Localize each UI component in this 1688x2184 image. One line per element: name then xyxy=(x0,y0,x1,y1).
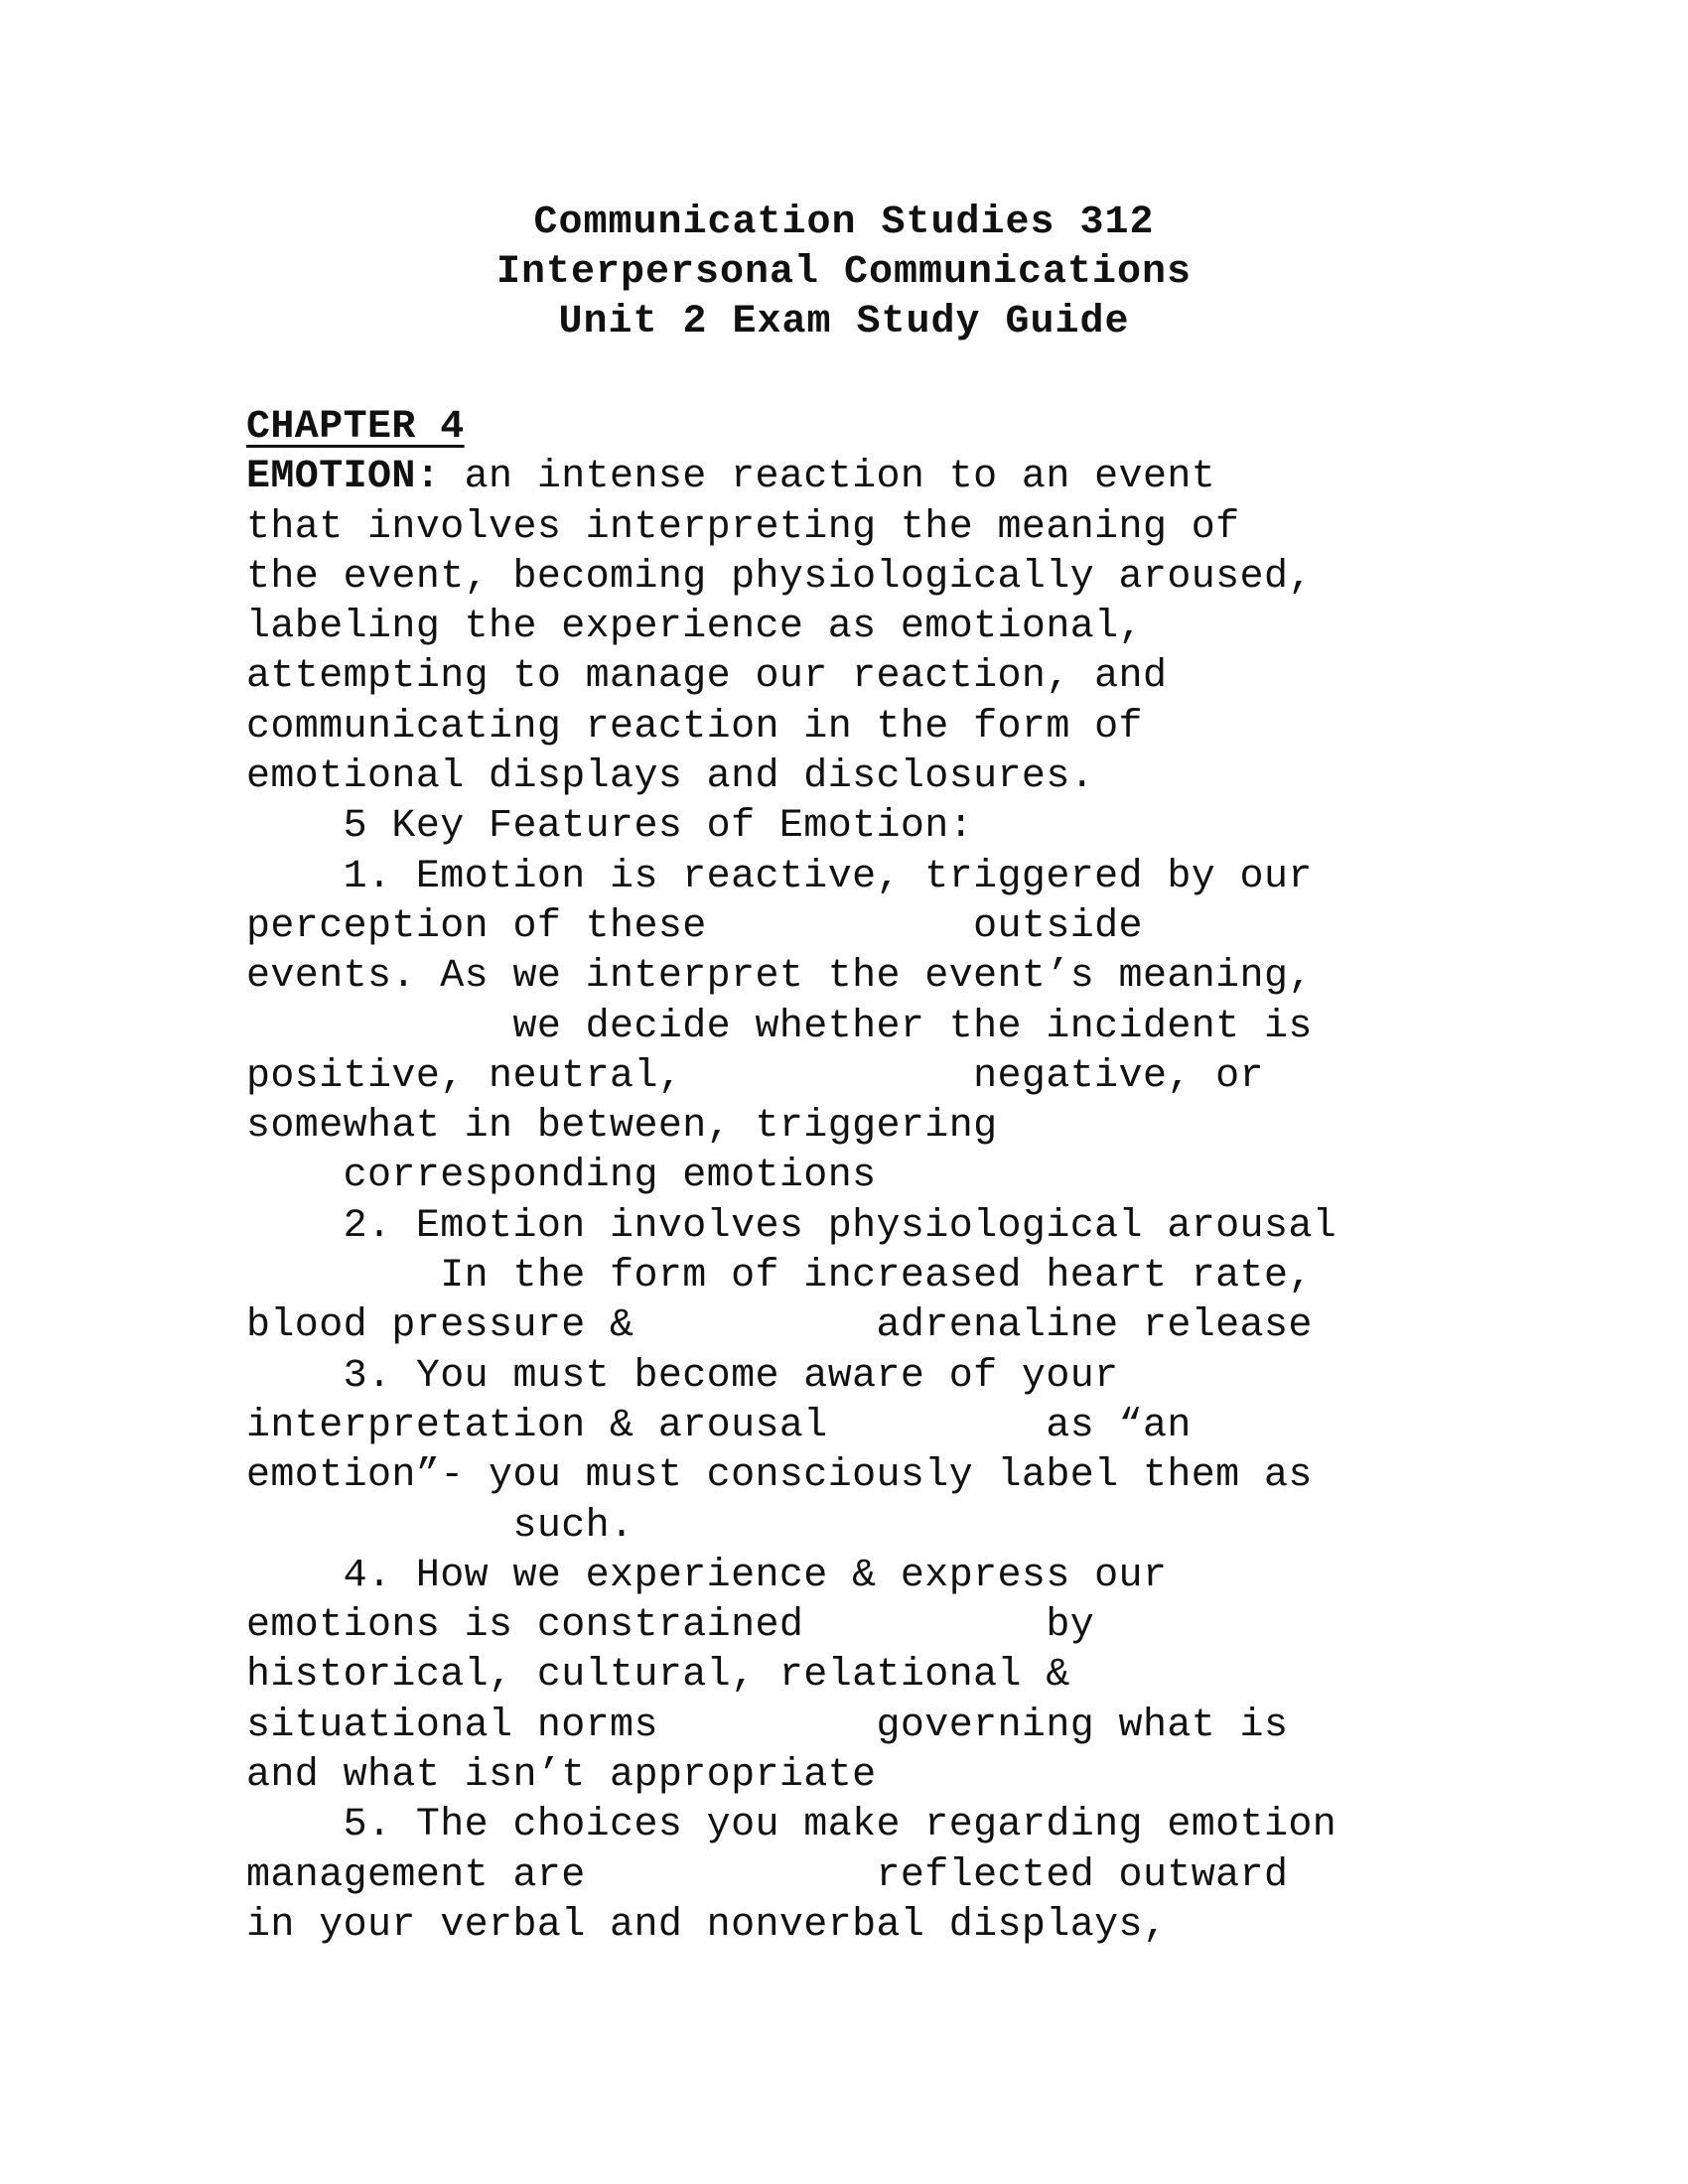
feature-line: emotion”- you must consciously label them as xyxy=(246,1453,1313,1499)
definition-text: an intense reaction to an event xyxy=(440,455,1216,500)
definition-line: emotional displays and disclosures. xyxy=(246,754,1095,800)
feature-line: we decide whether the incident is xyxy=(246,1004,1313,1049)
definition-term: EMOTION: xyxy=(246,455,441,500)
chapter-body xyxy=(246,403,1537,1951)
feature-line: blood pressure & adrenaline release xyxy=(246,1303,1313,1349)
definition-line: the event, becoming physiologically aroused, xyxy=(246,554,1313,600)
feature-line: In the form of increased heart rate, xyxy=(246,1254,1313,1299)
feature-line: in your verbal and nonverbal displays, xyxy=(246,1902,1168,1948)
feature-line: interpretation & arousal as “an xyxy=(246,1403,1192,1448)
feature-line: corresponding emotions xyxy=(246,1154,877,1199)
feature-line: perception of these outside xyxy=(246,903,1143,949)
definition-line: communicating reaction in the form of xyxy=(246,704,1143,750)
feature-line: management are reflected outward xyxy=(246,1852,1289,1898)
document-title-block xyxy=(0,199,1688,347)
feature-line: 4. How we experience & express our xyxy=(246,1553,1168,1598)
feature-line: historical, cultural, relational & xyxy=(246,1653,1070,1699)
feature-line: 3. You must become aware of your xyxy=(246,1353,1119,1399)
feature-line: and what isn’t appropriate xyxy=(246,1753,877,1799)
feature-line: situational norms governing what is xyxy=(246,1703,1289,1748)
feature-line: events. As we interpret the event’s meaning, xyxy=(246,954,1313,1000)
feature-line: positive, neutral, negative, or xyxy=(246,1053,1264,1099)
feature-line: somewhat in between, triggering xyxy=(246,1104,998,1150)
definition-line: attempting to manage our reaction, and xyxy=(246,654,1168,700)
feature-line: 2. Emotion involves physiological arousal xyxy=(246,1203,1337,1249)
feature-line: 1. Emotion is reactive, triggered by our xyxy=(246,854,1313,899)
feature-line: 5. The choices you make regarding emotion xyxy=(246,1803,1337,1848)
course-title: Communication Studies 312 xyxy=(533,201,1155,245)
definition-line: labeling the experience as emotional, xyxy=(246,605,1143,650)
feature-line: 5 Key Features of Emotion: xyxy=(246,804,974,850)
definition-line xyxy=(246,453,1537,502)
definition-line: that involves interpreting the meaning of xyxy=(246,504,1240,550)
chapter-heading: CHAPTER 4 xyxy=(246,405,465,450)
feature-line: such. xyxy=(246,1503,634,1549)
feature-line: emotions is constrained by xyxy=(246,1603,1095,1649)
guide-title: Unit 2 Exam Study Guide xyxy=(558,300,1130,344)
course-subject: Interpersonal Communications xyxy=(495,250,1193,295)
